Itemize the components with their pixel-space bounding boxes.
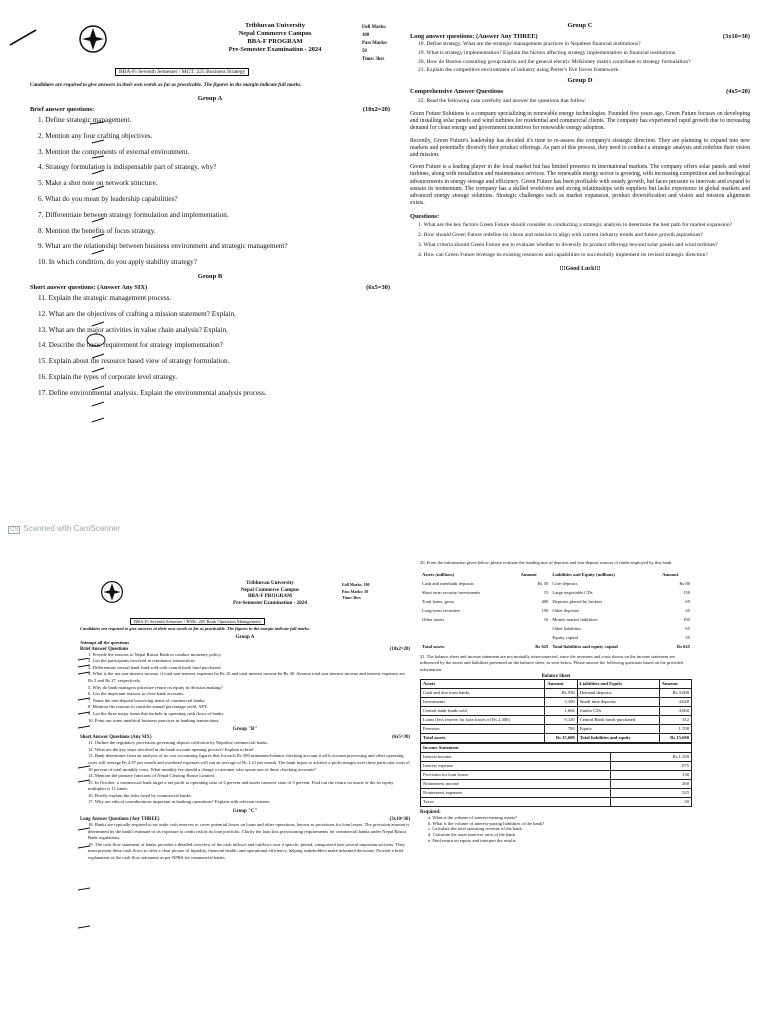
section-marks: (6x5=30): [366, 283, 390, 291]
pass-marks: Pass Marks: 50: [362, 41, 388, 54]
group-b-questions: [80, 740, 410, 806]
required-item: a. What is the volume of interest-earning assets?: [428, 814, 517, 820]
table-cell: Other deposits: [552, 608, 580, 614]
table-cell: Investments: [421, 697, 545, 706]
exam-header: [80, 578, 410, 622]
table-cell: 55: [685, 635, 690, 641]
subject-title: BBA-Fi Seventh Semester / BNK: 205 Bank Operation Management: [130, 618, 265, 625]
scanner-watermark: [8, 524, 120, 534]
balance-sheet-table: [420, 679, 692, 743]
group-a-section: [30, 106, 390, 113]
table-cell: Rs 625: [535, 644, 549, 650]
table-header-cell: Amount: [520, 572, 537, 578]
section-label: Short answer questions: (Answer Any SIX): [30, 283, 148, 291]
question-item: 7. Differentiate between strategy formulation and implementation.: [38, 210, 229, 219]
table-cell: Total liabilities and equity: [577, 733, 659, 742]
question-item: 10. Point out some unethical business practices in banking transactions.: [88, 717, 220, 723]
group-b-title: Group B: [197, 272, 223, 280]
question-item: 4. Strategy formulation is indispensable part of strategy, why?: [38, 163, 217, 172]
table-cell: Jumbo CDs: [577, 706, 659, 715]
group-a-title: Group A: [235, 635, 255, 640]
question-item: 5. Why do bank managers prioritize return on equity in decision making?: [88, 684, 223, 690]
section-marks: (3x10=30): [722, 33, 750, 40]
attempt-all-note: Attempt all the questions: [80, 640, 130, 645]
table-cell: 15: [543, 590, 549, 596]
table-cell: Other assets: [422, 617, 445, 623]
section-label: Long Answer Questions (Any THREE): [80, 817, 160, 823]
exam-header: [30, 20, 390, 75]
table-cell: 130: [611, 770, 692, 779]
table-row: [421, 733, 692, 742]
question-item: 16. Briefly explain the risks faced by commercial banks.: [88, 792, 192, 798]
institution-line: Tribhuvan University: [246, 580, 294, 586]
required-label: Required:: [420, 809, 441, 815]
table-cell: Noninterest income: [421, 779, 611, 788]
table-cell: Noninterest expenses: [421, 788, 611, 797]
required-item: d. Calculate the asset turnover ratio of the bank.: [428, 832, 517, 838]
table-row: [420, 624, 692, 633]
institution-line: BBA-F PROGRAM: [247, 593, 293, 600]
question-item: 8. Mention the reasons to consider annual percentage yield, APY.: [88, 704, 208, 710]
question-item: 4. How can Green Future leverage its existing resources and capabilities to successfully implement its revised strategic direction?: [418, 252, 708, 259]
group-d-title: Group D: [567, 77, 593, 85]
bottom-exam-sheet: [0, 558, 768, 1024]
university-emblem-icon: [78, 24, 108, 54]
table-cell: Money market liabilities: [552, 617, 598, 623]
question-item: 17. Define environmental analysis. Explain the environmental analysis process.: [38, 388, 267, 397]
table-cell: 150: [683, 590, 690, 596]
table-cell: Interest income: [421, 752, 611, 761]
question-item: 6. List the important reasons to close bank accounts.: [88, 691, 185, 697]
question-item: 2. Mention any four crafting objectives.: [38, 131, 153, 140]
section-label: Comprehensive Answer Questions: [410, 88, 504, 96]
institution-block: [175, 580, 365, 606]
table-header-row: [420, 570, 692, 579]
table-cell: 1,708: [659, 724, 691, 733]
bottom-right-column: [420, 560, 692, 844]
question-item: 14. Mention the primary functions of Nepal Clearing House Limited.: [88, 773, 215, 779]
table-cell: 65: [685, 599, 690, 605]
table-header-cell: Income Statement: [421, 743, 692, 752]
table-row: [420, 633, 692, 642]
institution-line: Nepal Commerce Campus: [238, 30, 312, 37]
table-cell: Rs 50: [537, 581, 549, 587]
question-item: 13. What are the major activities in value chain analysis? Explain.: [38, 325, 228, 334]
group-c-title: Group "C": [232, 809, 258, 815]
case-paragraph: Green Future Solutions is a company specializing in renewable energy technologies. Founded five years ago, Green Future focuses on developing and installing solar panels and wind turbines for residential and commercial clients. The company has experienced rapid growth due to increasing demand for clean energy and government incentives for renewable energy adoption.: [410, 110, 750, 132]
income-statement-table: [420, 743, 692, 807]
question-item: 1. Define strategic management.: [38, 116, 132, 124]
table-cell: Large negotiable CDs: [552, 590, 593, 596]
group-b-section: [30, 284, 390, 291]
closing-text: !!!Good Luck!!!: [559, 266, 601, 273]
table-cell: Taxes: [421, 797, 611, 806]
table-row: [421, 761, 692, 770]
exam-instructions: Candidates are required to give answers in their own words as far as practicable. The figures in the margin indicate full marks.: [30, 82, 302, 88]
table-cell: 4,620: [659, 697, 691, 706]
question-item: 16. Explain the types of corporate level strategy.: [38, 372, 178, 381]
table-cell: Premises: [421, 724, 545, 733]
question-item: 12. What are the key steps involved in the bank account opening process? Explain in brief.: [88, 746, 255, 752]
table-cell: Cash and due from banks: [421, 688, 545, 697]
university-emblem-icon: [100, 580, 124, 604]
question-item: 3. Mention the components of external environment.: [38, 147, 190, 156]
institution-line: Pre-Semester Examination - 2024: [228, 46, 322, 53]
section-label: Long answer questions: (Answer Any THREE): [410, 33, 538, 40]
table-header-row: [421, 679, 692, 688]
case-intro: 22. Read the following case carefully and answer the questions that follow:: [418, 98, 587, 105]
table-cell: [420, 633, 519, 642]
question-item: 18. Banks are typically required to set aside cash reserves to cover potential losses on loans and other operations, known as provisions for loan losses. The provision amount is determined by the bank's estimate of its exposure to credit risk in its loan portfolio. Clarify the loan loss provisioning requirements for commercial banks under Nepal Rastra Bank regulations.: [88, 822, 410, 841]
table-header-cell: Assets (millions): [422, 572, 455, 578]
section-marks: (10x2=20): [362, 106, 390, 113]
marks-block: [342, 582, 370, 602]
case-questions-label: Questions:: [410, 213, 440, 221]
table-header-cell: Amount: [545, 679, 577, 688]
table-cell: Loans (less reserve for loan losses of Rs 2,400): [421, 715, 545, 724]
funding-table: [420, 570, 692, 651]
section-marks: (4x5=20): [726, 88, 750, 96]
full-marks: Full Marks: 100: [362, 25, 387, 38]
table-cell: Interest expense: [421, 761, 611, 770]
group-b-questions: [30, 291, 390, 402]
table-header-row: [421, 743, 692, 752]
question-item: 9. List the three major items that include in operating cash flows of banks.: [88, 710, 225, 716]
camscanner-logo-icon: CS: [10, 527, 19, 533]
section-label: Short Answer Questions (Any SIX): [80, 735, 152, 741]
q21-intro: 21. The balance sheet and income statement are not mutually interconnected, since the revenues and costs shown on the income statement are influenced by the assets and liabilities presented on the balance sheet, as seen below. Please answer the following questions based on the provided information.: [420, 654, 683, 672]
question-item: 11. Explain the strategic management process.: [38, 293, 172, 302]
table-cell: 3,100: [545, 697, 577, 706]
table-cell: 875: [611, 761, 692, 770]
question-item: 2. List the participants involved in remittance transactions.: [88, 658, 196, 664]
required-list: [420, 815, 692, 844]
table-cell: 50: [611, 797, 692, 806]
table-cell: [519, 624, 551, 633]
table-cell: Rs 936: [545, 688, 577, 697]
table-cell: Cash and interbank deposits: [422, 581, 474, 587]
question-item: 4. What is the net non-interest income, if total non-interest expenses be Rs 10 and total interest income be Rs 40. Assume total non-interest income and interest expenses are Rs 5 and Rs 27, respectively.: [88, 671, 405, 683]
table-cell: Total loans, gross: [422, 599, 455, 605]
question-item: 14. Describe the basic requirement for strategy implementation?: [38, 341, 223, 350]
question-item: 10. In which condition, do you apply stability strategy?: [38, 258, 197, 267]
group-c-section: [410, 33, 750, 40]
group-b-title: Group "B": [232, 727, 258, 733]
table-cell: Small time deposits: [577, 697, 659, 706]
question-item: 17. Why are ethical considerations important in banking operations? Explain with relevant reasons.: [88, 799, 271, 805]
question-item: 15. Explain about the resource based view of strategy formulation.: [38, 357, 230, 366]
table-cell: 4,660: [659, 706, 691, 715]
table-cell: Central Bank funds purchased: [577, 715, 659, 724]
table-header-cell: Liabilities and Equity: [577, 679, 659, 688]
table-cell: 195: [683, 617, 690, 623]
table-cell: 150: [541, 608, 549, 614]
table-cell: 45: [685, 608, 690, 614]
table-cell: Total assets: [421, 733, 545, 742]
institution-line: Pre-Semester Examination - 2024: [232, 599, 307, 606]
table-cell: Provision for loan losses: [421, 770, 611, 779]
institution-line: BBA-F PROGRAM: [247, 38, 303, 45]
section-label: Brief Answer Questions: [80, 646, 129, 652]
table-header-cell: Liabilities and Equity (millions): [552, 572, 615, 578]
pass-marks: Pass Marks: 50: [342, 588, 369, 594]
required-item: b. What is the volume of interest-paying liabilities of the bank?: [428, 820, 545, 826]
table-cell: 9,120: [545, 715, 577, 724]
top-right-column: [410, 20, 750, 272]
table-row: [420, 579, 692, 588]
time-allowed: Time: 3hrs: [362, 57, 385, 62]
question-item: 19. What is strategy implementation? Explain the factors affecting strategy implementation in financial institutions.: [418, 49, 677, 56]
question-item: 1. Provide the reasons to Nepal Rastra Bank to conduct monetary policy.: [88, 651, 222, 657]
case-questions: [410, 220, 750, 260]
question-item: 1. What are the key factors Green Future should consider in conducting a strategic analysis to determine the best path for market expansion?: [418, 222, 733, 229]
table-cell: 65: [685, 626, 690, 632]
table-cell: [519, 633, 551, 642]
institution-line: Tribhuvan University: [244, 22, 305, 29]
table-row: [421, 697, 692, 706]
question-item: 8. Mention the benefits of focus strategy.: [38, 226, 156, 235]
question-item: 7. Name the non-deposit borrowing items of commercial banks.: [88, 697, 206, 703]
table-cell: Rs 625: [676, 644, 690, 650]
question-item: 3. What criteria should Green Future use to evaluate whether to diversify its product offerings beyond solar panels and wind turbines?: [418, 242, 718, 249]
question-item: 9. What are the relationship between business environment and strategic management?: [38, 242, 288, 251]
table-cell: Short term security investments: [422, 590, 481, 596]
table-cell: Rs 3,000: [659, 688, 691, 697]
table-cell: Total liabilities and equity capital: [552, 644, 618, 650]
time-allowed: Time: 3hrs: [342, 595, 361, 601]
table-row: [421, 688, 692, 697]
question-item: 18. Define strategy. What are the strategic management practices in Nepalese financial institutions?: [418, 41, 641, 47]
balance-sheet-title: Balance Sheet: [541, 673, 571, 679]
table-cell: Core deposits: [552, 581, 578, 587]
table-cell: Long-term securities: [422, 608, 461, 614]
table-row: [420, 588, 692, 597]
group-c-questions: [80, 822, 410, 862]
table-row: [421, 770, 692, 779]
case-paragraph: Recently, Green Future's leadership has decided it's time to re-assess the company's strategic direction. They are planning to expand into new markets and potentially diversify their product offerings. As part of this process, they need to conduct a strategic analysis and redefine their vision and mission.: [410, 137, 750, 158]
table-cell: Rs 1,350: [611, 752, 692, 761]
table-cell: Equity capital: [552, 635, 578, 641]
table-row: [421, 788, 692, 797]
table-row: [421, 706, 692, 715]
table-cell: 1,664: [545, 706, 577, 715]
question-item: 5. Make a shot note on network structure.: [38, 179, 158, 188]
group-d-section: [410, 88, 750, 95]
table-cell: Rs 15,600: [659, 733, 691, 742]
question-item: 20. How do Boston consulting group matrix and the general electric McKinney matrix contribute to strategy formulation?: [418, 58, 691, 65]
exam-instructions: Candidates are required to give answers in their own words as far as practicable. The figures in the margin indicate full marks.: [80, 626, 310, 631]
table-cell: Other liabilities: [552, 626, 582, 632]
group-c-title: Group C: [567, 22, 593, 29]
section-marks: (6x5=30): [392, 735, 410, 741]
question-item: 3. Differentiate central bank fund sold with central bank fund purchased.: [88, 664, 222, 670]
table-cell: Equity: [577, 724, 659, 733]
table-row: [421, 797, 692, 806]
table-row: [421, 779, 692, 788]
question-item: 21. Explain the competitive environment of industry using Porter's five forces framework.: [418, 67, 620, 74]
section-marks: (3x10=30): [389, 817, 410, 823]
table-cell: Total assets: [422, 644, 445, 650]
table-cell: [420, 624, 519, 633]
table-header-cell: Amount: [659, 679, 691, 688]
table-row: [421, 752, 692, 761]
required-item: e. Find return on equity and interpret the results.: [428, 838, 517, 843]
question-item: 13. Bank determines from an analysis of its cost accounting figures that for each Rs 500 minimum-balance checking account it sells account processing and other operating costs will average Rs 4.87 per month and overhead expenses will run an average of Rs 1.21 per month. The bank hopes to achieve a profit margin over these particular costs of 10 percent of total monthly costs. What monthly fee should a charge a customer who opens one of these checking accounts?: [88, 753, 410, 772]
question-item: 2. How should Green Future redefine its vision and mission to align with current industry trends and future growth aspirations?: [418, 232, 703, 239]
table-row: [420, 597, 692, 606]
table-header-cell: Amount: [662, 572, 679, 578]
table-row: [421, 715, 692, 724]
question-item: 15. In October, a commercial bank target a net profit to operating ratio of 6 percent and assets turnover ratio of 5 percent. Find out the return on assets of the its equity multiplier is 11 times.: [88, 779, 394, 792]
table-row: [421, 724, 692, 733]
table-cell: 312: [659, 715, 691, 724]
bottom-left-column: [80, 578, 410, 862]
table-cell: 10: [543, 617, 549, 623]
institution-block: [180, 22, 370, 54]
table-header-cell: Assets: [421, 679, 545, 688]
table-cell: Deposits placed by brokers: [552, 599, 603, 605]
institution-line: Nepal Commerce Campus: [240, 586, 300, 593]
top-left-column: [30, 20, 390, 402]
group-a-questions: [30, 113, 390, 271]
question-item: 19. The cash flow statement of banks provides a detailed overview of the cash inflows and outflows over a specific period, categorized into several important sections. They must present these cash flows to offer a clear picture of liquidity, financial health, and operational efficiency, helping stakeholders make informed decisions. Provide a brief explanation of the cash flow statement as per NFRS for commercial banks.: [88, 841, 405, 861]
marks-block: [362, 24, 390, 64]
table-cell: Demand deposits: [577, 688, 659, 697]
table-cell: Rs 80: [679, 581, 690, 587]
watermark-text: Scanned with CamScanner: [23, 524, 121, 533]
case-paragraph: Green Future is a leading player in the local market but has limited presence in international markets. The company offers solar panels and wind turbines, along with installation and maintenance services. The renewable energy sector is growing, with increasing competition and technological advancements in energy storage and efficiency. Green Future has been profitable with steady growth, but faces pressure to innovate and expand to sustain its momentum. The company has a skilled workforce and strong relationships with suppliers but lacks experience in global markets and advanced energy storage solutions. Strategic challenges such as market expansion, product diversification and vision and mission alignment exists.: [410, 164, 750, 207]
table-row: [420, 606, 692, 615]
full-marks: Full Marks: 100: [342, 582, 370, 587]
group-c-questions: [410, 40, 750, 75]
group-a-title: Group A: [197, 95, 223, 102]
section-label: Brief answer questions:: [30, 106, 95, 113]
q20-intro: 20. From the information given below, please evaluate the funding mix of deposits and non-deposit sources of funds employed by this bank.: [420, 560, 673, 565]
question-item: 12. What are the objectives of crafting a mission statement? Explain.: [38, 309, 236, 318]
question-item: 6. What do you mean by leadership capabilities?: [38, 194, 178, 203]
table-cell: 780: [545, 724, 577, 733]
table-cell: 260: [611, 779, 692, 788]
table-cell: Rs 15,600: [545, 733, 577, 742]
table-cell: 525: [611, 788, 692, 797]
section-marks: (10x2=20): [389, 646, 410, 652]
table-row: [420, 615, 692, 624]
table-row: [420, 642, 692, 651]
table-cell: Central bank funds sold: [421, 706, 545, 715]
subject-title: BBA-Fi Seventh Semester / MGT: 225 Business Strategy: [115, 68, 249, 76]
group-a-questions: [80, 652, 410, 725]
required-item: c. Calculate the total operating revenue of the bank.: [428, 826, 523, 832]
table-cell: 400: [541, 599, 549, 605]
question-item: 11. Outline the regulatory provisions governing deposit collection by Nepalese commercial banks.: [88, 740, 269, 746]
